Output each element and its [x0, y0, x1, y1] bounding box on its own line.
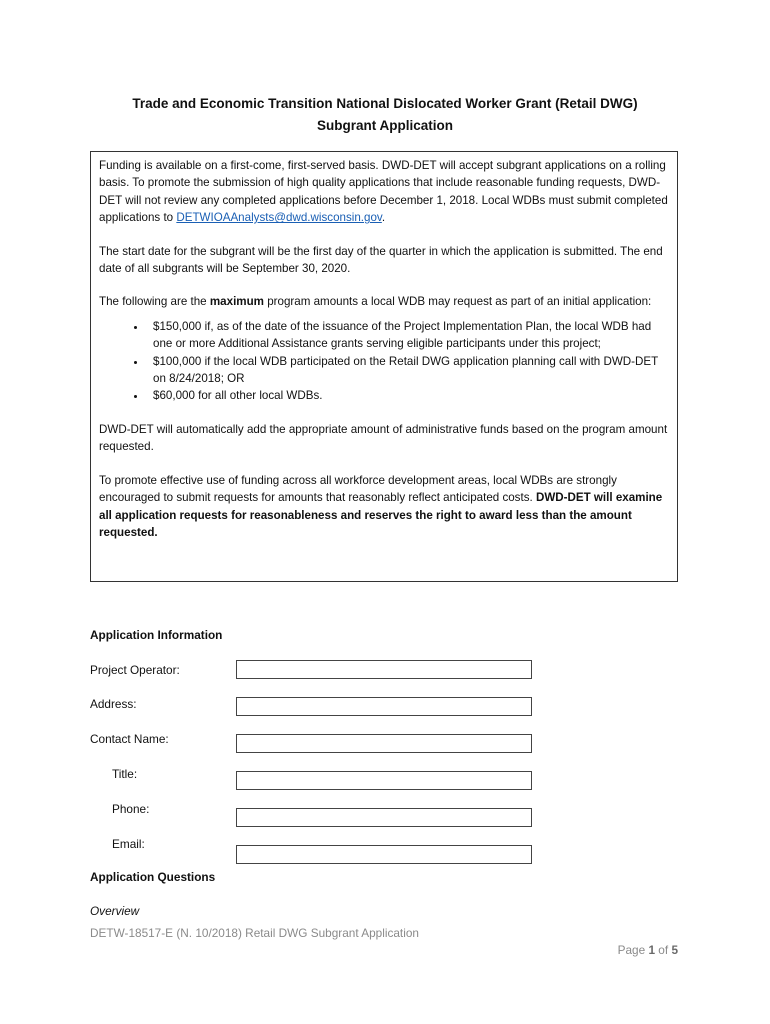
- project-operator-label: Project Operator:: [90, 663, 180, 677]
- notice-p3-text: The following are the: [99, 295, 210, 309]
- email-label: Email:: [112, 837, 145, 851]
- title-label: Title:: [112, 767, 138, 781]
- amount-list-item: • $150,000 if, as of the date of the issuance of the Project Implementation Plan, the local WDB had one or more Additional Assistance grants serving eligible participants under this project;: [147, 318, 669, 353]
- notice-p1-text: Funding is available on a first-come, first-served basis. DWD-DET will accept subgrant applications on a rolling basis. To promote the submission of high quality applications that include reasonable funding requests, DWD-DET will not review any completed applications before December 1, 2018. Local WDBs must submit completed applications to: [99, 159, 668, 225]
- amount-list-item: • $100,000 if the local WDB participated on the Retail DWG application planning call with DWD-DET on 8/24/2018; OR: [147, 353, 669, 388]
- email-field[interactable]: [236, 845, 532, 864]
- notice-paragraph-3: [99, 293, 669, 310]
- funding-notice-box: [90, 151, 678, 582]
- notice-p3-text-end: program amounts a local WDB may request as part of an initial application:: [263, 295, 652, 309]
- overview-subheading: Overview: [90, 904, 140, 918]
- title-field[interactable]: [236, 771, 532, 790]
- address-field[interactable]: [236, 697, 532, 716]
- application-information-heading: Application Information: [90, 628, 223, 642]
- page-current: 1: [648, 943, 656, 957]
- page-total: 5: [671, 943, 678, 957]
- title-line-2: Subgrant Application: [317, 118, 453, 133]
- contact-name-label: Contact Name:: [90, 732, 169, 746]
- title-line-1: Trade and Economic Transition National Dislocated Worker Grant (Retail DWG): [132, 96, 638, 111]
- address-label: Address:: [90, 697, 137, 711]
- email-link[interactable]: DETWIOAAnalysts@dwd.wisconsin.gov: [176, 211, 382, 225]
- page-of: of: [655, 943, 672, 957]
- notice-paragraph-4: DWD-DET will automatically add the appropriate amount of administrative funds based on the program amount requested.: [99, 422, 668, 454]
- page-word: Page: [617, 943, 649, 957]
- page-title: [0, 93, 770, 137]
- application-questions-heading: Application Questions: [90, 870, 216, 884]
- page-number: [618, 943, 678, 957]
- notice-p5-text: To promote effective use of funding across all workforce development areas, local WDBs are strongly encouraged to submit requests for amounts that reasonably reflect anticipated costs.: [99, 473, 617, 505]
- amount-list: [99, 318, 669, 405]
- amount-list-item: • $60,000 for all other local WDBs.: [147, 387, 669, 404]
- notice-paragraph-5: [99, 472, 669, 542]
- notice-p5-bold: DWD-DET will examine all application requests for reasonableness and reserves the right to award less than the amount requested.: [99, 491, 663, 539]
- notice-p1-end: .: [381, 211, 386, 225]
- contact-name-field[interactable]: [236, 734, 532, 753]
- phone-label: Phone:: [112, 802, 150, 816]
- phone-field[interactable]: [236, 808, 532, 827]
- notice-paragraph-1: [99, 157, 669, 227]
- notice-paragraph-2: The start date for the subgrant will be the first day of the quarter in which the application is submitted. The end date of all subgrants will be September 30, 2020.: [99, 244, 663, 276]
- form-footer: DETW-18517-E (N. 10/2018) Retail DWG Subgrant Application: [90, 926, 419, 940]
- project-operator-field[interactable]: [236, 660, 532, 679]
- notice-p3-bold: maximum: [209, 295, 264, 309]
